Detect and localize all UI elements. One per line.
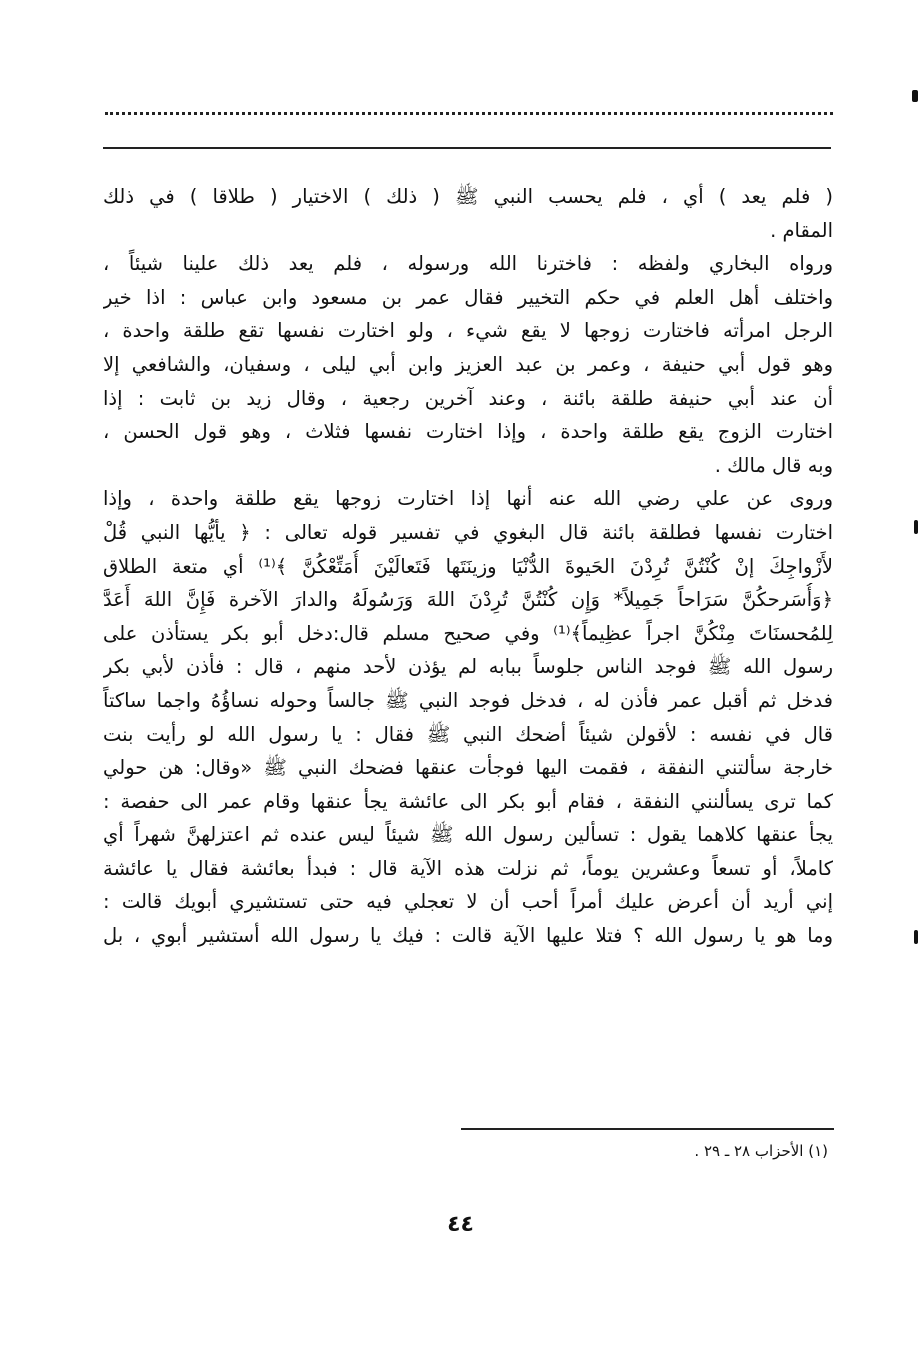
text-line: الرجل امرأته فاختارت زوجها لا يقع شيء ، ولو اختارت نفسها تقع طلقة واحدة ، bbox=[103, 319, 833, 343]
text-line: وهو قول أبي حنيفة ، وعمر بن عبد العزيز وابن أبي ليلى ، وسفيان، والشافعي إلا bbox=[103, 352, 833, 376]
edge-mark bbox=[912, 90, 918, 102]
footnote-separator bbox=[461, 1128, 834, 1130]
edge-mark bbox=[914, 520, 918, 534]
text-line: يجأ عنقها كلاهما يقول : تسألين رسول الله ﷺ شيئاً ليس عنده ثم اعتزلهنَّ شهراً أي bbox=[103, 823, 833, 847]
text-line: ﴿وَأُسَرحكُنَّ سَرَاحاً جَمِيلاً* وَإِن كُنْتُنَّ تُرِدْنَ اللهَ وَرَسُولَهُ والدارَ الآخرة فَإِنَّ اللهَ أَعَدَّ bbox=[103, 588, 833, 612]
text-line: اختارت الزوج يقع طلقة واحدة ، وإذا اختارت نفسها فثلاث ، وهو قول الحسن ، bbox=[103, 420, 833, 444]
footnote: (١) الأحزاب ٢٨ ـ ٢٩ . bbox=[694, 1142, 828, 1160]
text-line: ( فلم يعد ) أي ، فلم يحسب النبي ﷺ ( ذلك ) الاختيار ( طلاقا ) في ذلك bbox=[103, 185, 833, 208]
text-line: أن عند أبي حنيفة طلقة بائنة ، وعند آخرين رجعية ، وقال زيد بن ثابت : إذا bbox=[103, 386, 833, 410]
text-line: وبه قال مالك . bbox=[714, 453, 833, 477]
text-line: وروى عن علي رضي الله عنه أنها إذا اختارت زوجها يقع طلقة واحدة ، وإذا bbox=[103, 487, 833, 511]
edge-mark bbox=[914, 930, 918, 944]
text-line: رسول الله ﷺ فوجد الناس جلوساً ببابه لم يؤذن لأحد منهم ، قال : فأذن لأبي بكر bbox=[103, 655, 833, 679]
text-line: وما هو يا رسول الله ؟ فتلا عليها الآية قالت : فيك يا رسول الله أستشير أبوي ، بل bbox=[103, 924, 833, 948]
text-line: المقام . bbox=[770, 218, 833, 242]
header-rule bbox=[103, 147, 831, 149]
text-line: لِلمُحسنَاتَ مِنْكُنَّ اجراً عظِيماً﴾⁽¹⁾ وفي صحيح مسلم قال:دخل أبو بكر يستأذن على bbox=[103, 621, 833, 645]
page-number: ٤٤ bbox=[447, 1212, 474, 1237]
text-line: واختلف أهل العلم في حكم التخيير فقال عمر بن مسعود وابن عباس : اذا خير bbox=[103, 285, 833, 309]
text-line: ورواه البخاري ولفظه : فاخترنا الله ورسوله ، فلم يعد ذلك علينا شيئاً ، bbox=[103, 252, 833, 276]
text-line: إني أريد أن أعرض عليك أمراً أحب أن لا تعجلي فيه حتى تستشيري أبويك قالت : bbox=[103, 890, 833, 914]
text-line: كاملاً، أو تسعاً وعشرين يوماً، ثم نزلت هذه الآية قال : فبدأ بعائشة فقال يا عائشة bbox=[103, 856, 833, 880]
header-dotted-rule bbox=[105, 112, 833, 115]
text-line: لأَزْواجِكَ إنْ كُنْتُنَّ تُرِدْنَ الحَيوةَ الدُّنْيَا وزينَتَها فَتَعالَيْنَ أُمَتِّعْكُنَّ ﴾⁽¹⁾ أي متعة الطلاق bbox=[103, 554, 833, 578]
text-line: قال في نفسه : لأقولن شيئاً أضحك النبي ﷺ فقال : يا رسول الله لو رأيت بنت bbox=[103, 722, 833, 746]
text-line: اختارت نفسها فطلقة بائنة قال البغوي في تفسير قوله تعالى : ﴿ يأيُّها النبي قُلْ bbox=[103, 520, 833, 544]
text-line: كما ترى يسألنني النفقة ، فقام أبو بكر الى عائشة يجأ عنقها وقام عمر الى حفصة : bbox=[103, 789, 833, 813]
text-line: خارجة سألتني النفقة ، فقمت اليها فوجأت عنقها فضحك النبي ﷺ «وقال: هن حولي bbox=[103, 756, 833, 780]
text-line: فدخل ثم أقبل عمر فأذن له ، فدخل فوجد النبي ﷺ جالساً وحوله نساؤُهُ واجما ساكتاً bbox=[103, 688, 833, 712]
main-text bbox=[103, 180, 833, 953]
